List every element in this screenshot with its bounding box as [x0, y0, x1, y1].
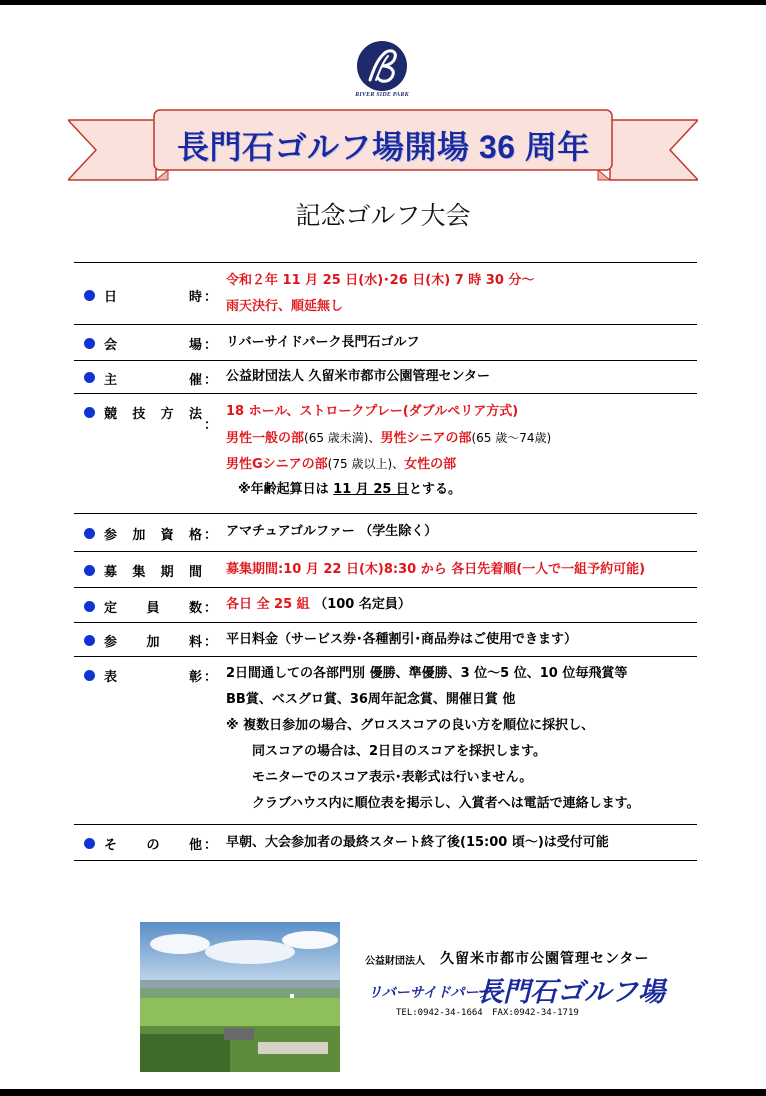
row-value: 2日間通しての各部門別 優勝、準優勝、3 位～5 位、10 位毎飛賞等 BB賞、ベスグロ賞、36周年記念賞、開催日賞 他 ※ 複数日参加の場合、グロススコアの良い方を順位に採択し、 同スコアの場合は、2日目のスコアを採択します。 モニターでのスコア表示･表彰式は行いません。 クラブハウス内に順位表を掲示し、入賞者へは電話で連絡します。 [226, 666, 640, 811]
row-value: 各日 全 25 組 （100 名定員） [226, 597, 411, 612]
bullet-icon [84, 528, 95, 539]
row-value: アマチュアゴルファー （学生除く） [226, 524, 438, 539]
row-value: 平日料金（サービス券･各種割引･商品券はご使用できます） [226, 632, 578, 647]
title-ribbon [68, 108, 698, 190]
row-label: 定 員 数 [104, 601, 202, 616]
row-label: 競 技 方 法 [104, 407, 202, 422]
logo [352, 40, 412, 104]
row-datetime: 日 時 ： 令和２年 11 月 25 日(水)･26 日(木) 7 時 30 分～ 雨天決行、順延無し [74, 263, 697, 325]
row-label: 表 彰 [104, 670, 202, 685]
row-value: 18 ホール、ストロークプレー(ダブルペリア方式) 男性一般の部(65 歳未満)、男性シニアの部(65 歳～74歳) 男性Gシニアの部(75 歳以上)、女性の部 ※年齢起算日は 11 月 25 日とする。 [226, 404, 552, 497]
row-label: 参 加 料 [104, 635, 202, 650]
river-side-park-logo-icon [356, 40, 408, 92]
row-value: 募集期間:10 月 22 日(木)8:30 から 各日先着順(一人で一組予約可能) [226, 562, 646, 577]
row-host: 主 催 ： 公益財団法人 久留米市都市公園管理センター [74, 361, 697, 394]
bullet-icon [84, 338, 95, 349]
bullet-icon [84, 565, 95, 576]
row-eligibility: 参 加 資 格 ： アマチュアゴルファー （学生除く） [74, 514, 697, 552]
bottom-border [0, 1089, 766, 1096]
row-value: 令和２年 11 月 25 日(水)･26 日(木) 7 時 30 分～ 雨天決行、順延無し [226, 273, 535, 314]
brand-small: リバーサイドパーク [368, 985, 493, 1001]
details-table [74, 262, 697, 861]
bullet-icon [84, 290, 95, 301]
logo-text: RIVER SIDE PARK [355, 92, 409, 98]
row-label: 募 集 期 間 [104, 565, 202, 580]
bullet-icon [84, 601, 95, 612]
contact-info: TEL:0942-34-1664 FAX:0942-34-1719 [396, 1008, 579, 1018]
row-label: 参 加 資 格 [104, 528, 202, 543]
row-label: 日 時 [104, 290, 202, 305]
golf-course-photo [140, 922, 340, 1072]
row-venue: 会 場 ： リバーサイドパーク長門石ゴルフ [74, 325, 697, 361]
row-other: そ の 他 ： 早朝、大会参加者の最終スタート終了後(15:00 頃～)は受付可能 [74, 825, 697, 861]
row-period [74, 552, 697, 588]
page-title: 長門石ゴルフ場開場 36 周年 [177, 129, 590, 165]
row-capacity: 定 員 数 ： 各日 全 25 組 （100 名定員） [74, 588, 697, 623]
row-awards: 表 彰 ： 2日間通しての各部門別 優勝、準優勝、3 位～5 位、10 位毎飛賞等 BB賞、ベスグロ賞、36周年記念賞、開催日賞 他 ※ 複数日参加の場合、グロススコアの良い方を順位に採択し、 同スコアの場合は、2日目のスコアを採択します。 モニターでのスコア表示･表彰式は行いません。 クラブハウス内に順位表を掲示し、入賞者へは電話で連絡します。 [74, 657, 697, 825]
subtitle: 記念ゴルフ大会 [295, 201, 471, 230]
org-name: 久留米市都市公園管理センター [440, 951, 650, 967]
top-border [0, 0, 766, 5]
row-label: そ の 他 [104, 838, 202, 853]
row-value: 公益財団法人 久留米市都市公園管理センター [226, 369, 491, 384]
bullet-icon [84, 670, 95, 681]
bullet-icon [84, 407, 95, 418]
org-prefix: 公益財団法人 [365, 956, 425, 967]
row-label: 主 催 [104, 373, 202, 388]
row-label: 会 場 [104, 338, 202, 353]
bullet-icon [84, 372, 95, 383]
row-fee: 参 加 料 ： 平日料金（サービス券･各種割引･商品券はご使用できます） [74, 623, 697, 657]
bullet-icon [84, 635, 95, 646]
brand-big: 長門石ゴルフ場 [476, 977, 665, 1008]
row-value: リバーサイドパーク長門石ゴルフ [226, 335, 420, 350]
row-value: 早朝、大会参加者の最終スタート終了後(15:00 頃～)は受付可能 [226, 835, 609, 850]
row-format: 競 技 方 法 ： 18 ホール、ストロークプレー(ダブルペリア方式) 男性一般の部(65 歳未満)、男性シニアの部(65 歳～74歳) 男性Gシニアの部(75 歳以上)、女性の部 ※年齢起算日は 11 月 25 日とする。 [74, 394, 697, 514]
bullet-icon [84, 838, 95, 849]
